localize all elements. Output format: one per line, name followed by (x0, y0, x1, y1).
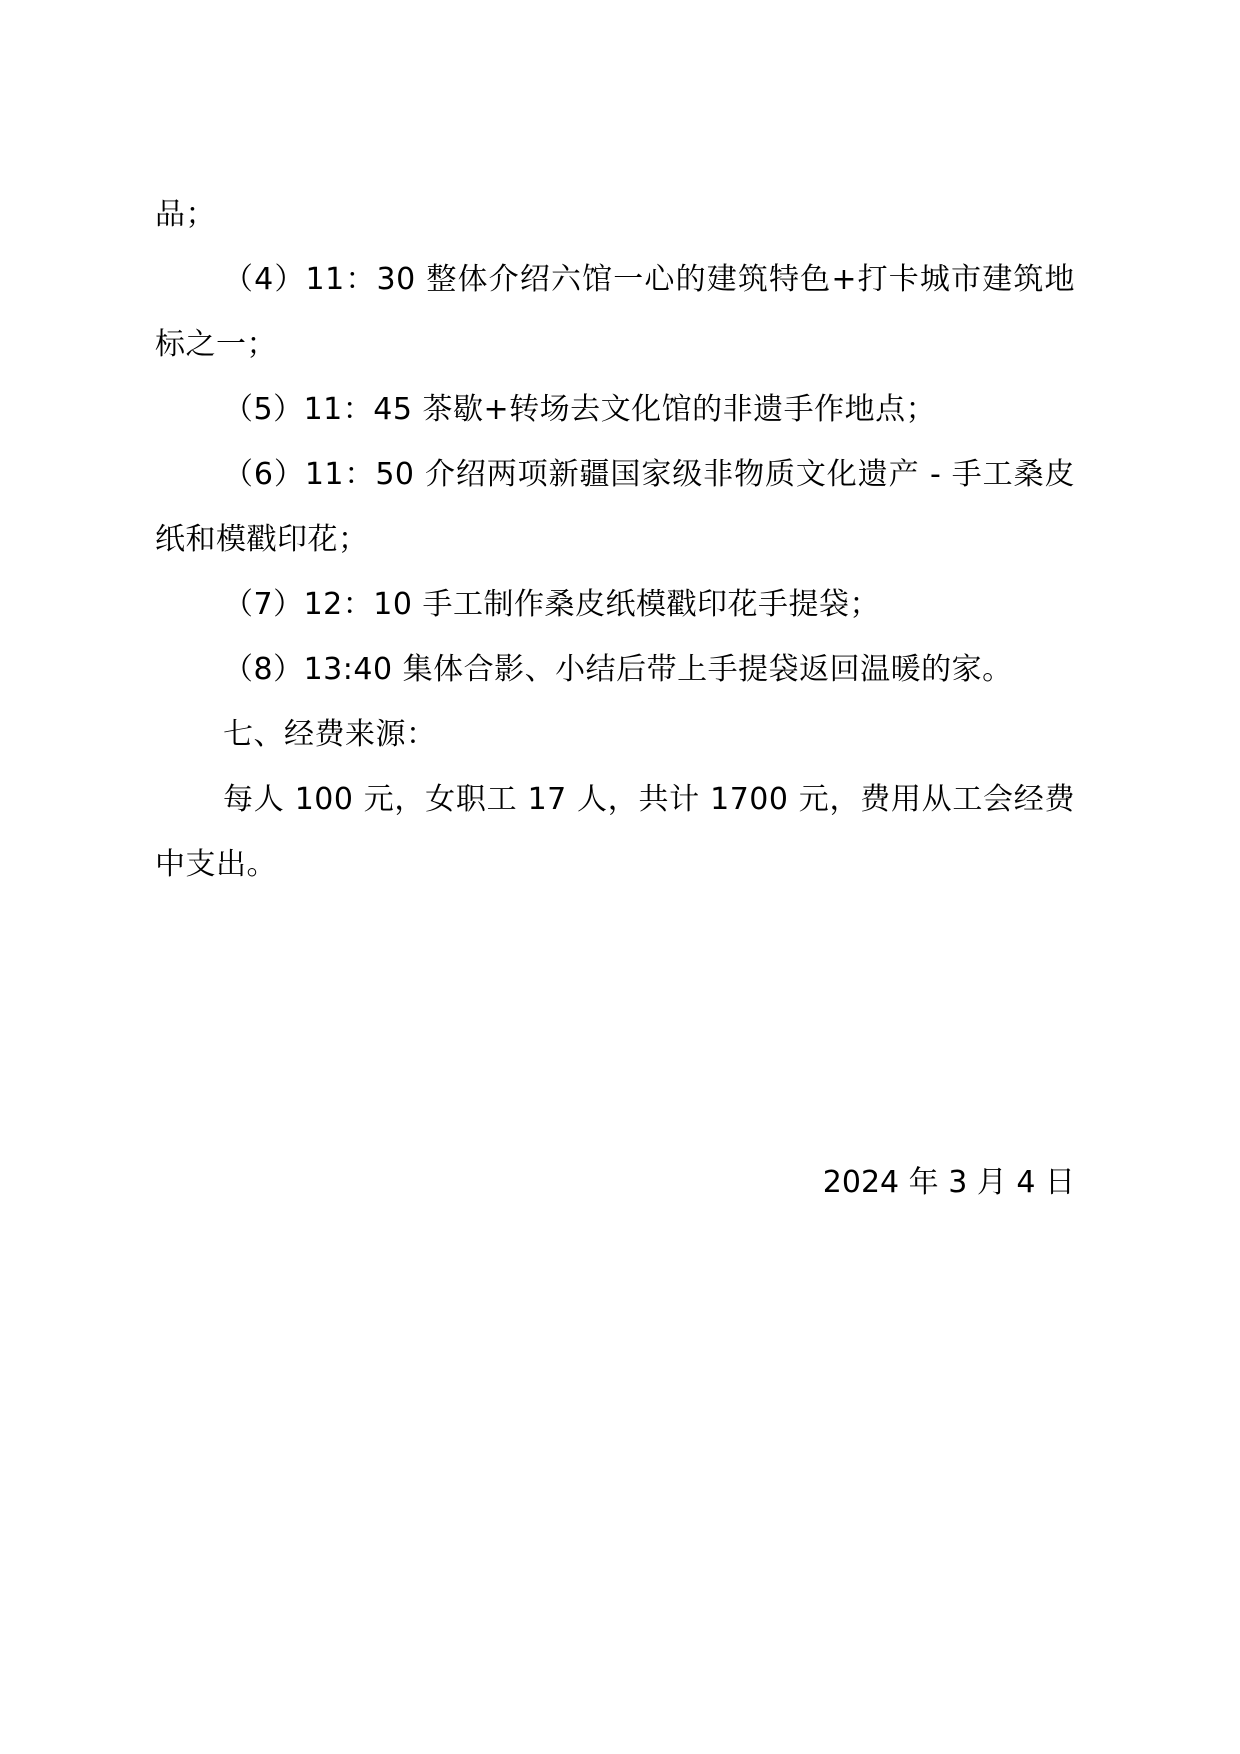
schedule-item-5: （5）11：45 茶歇+转场去文化馆的非遗手作地点； (223, 392, 937, 427)
schedule-item-8: （8）13:40 集体合影、小结后带上手提袋返回温暖的家。 (223, 652, 1013, 687)
funding-paragraph: 每人 100 元，女职工 17 人，共计 1700 元，费用从工会经费中支出。 (155, 782, 1075, 882)
paragraph-continuation: 品； (155, 197, 216, 232)
schedule-item-4: （4）11：30 整体介绍六馆一心的建筑特色+打卡城市建筑地标之一； (155, 262, 1075, 362)
section-heading-funding: 七、经费来源： (223, 717, 437, 752)
document-body (155, 182, 1075, 897)
schedule-item-6: （6）11：50 介绍两项新疆国家级非物质文化遗产 - 手工桑皮纸和模戳印花； (155, 457, 1075, 557)
schedule-item-7: （7）12：10 手工制作桑皮纸模戳印花手提袋； (223, 587, 880, 622)
document-date: 2024 年 3 月 4 日 (822, 1165, 1075, 1200)
